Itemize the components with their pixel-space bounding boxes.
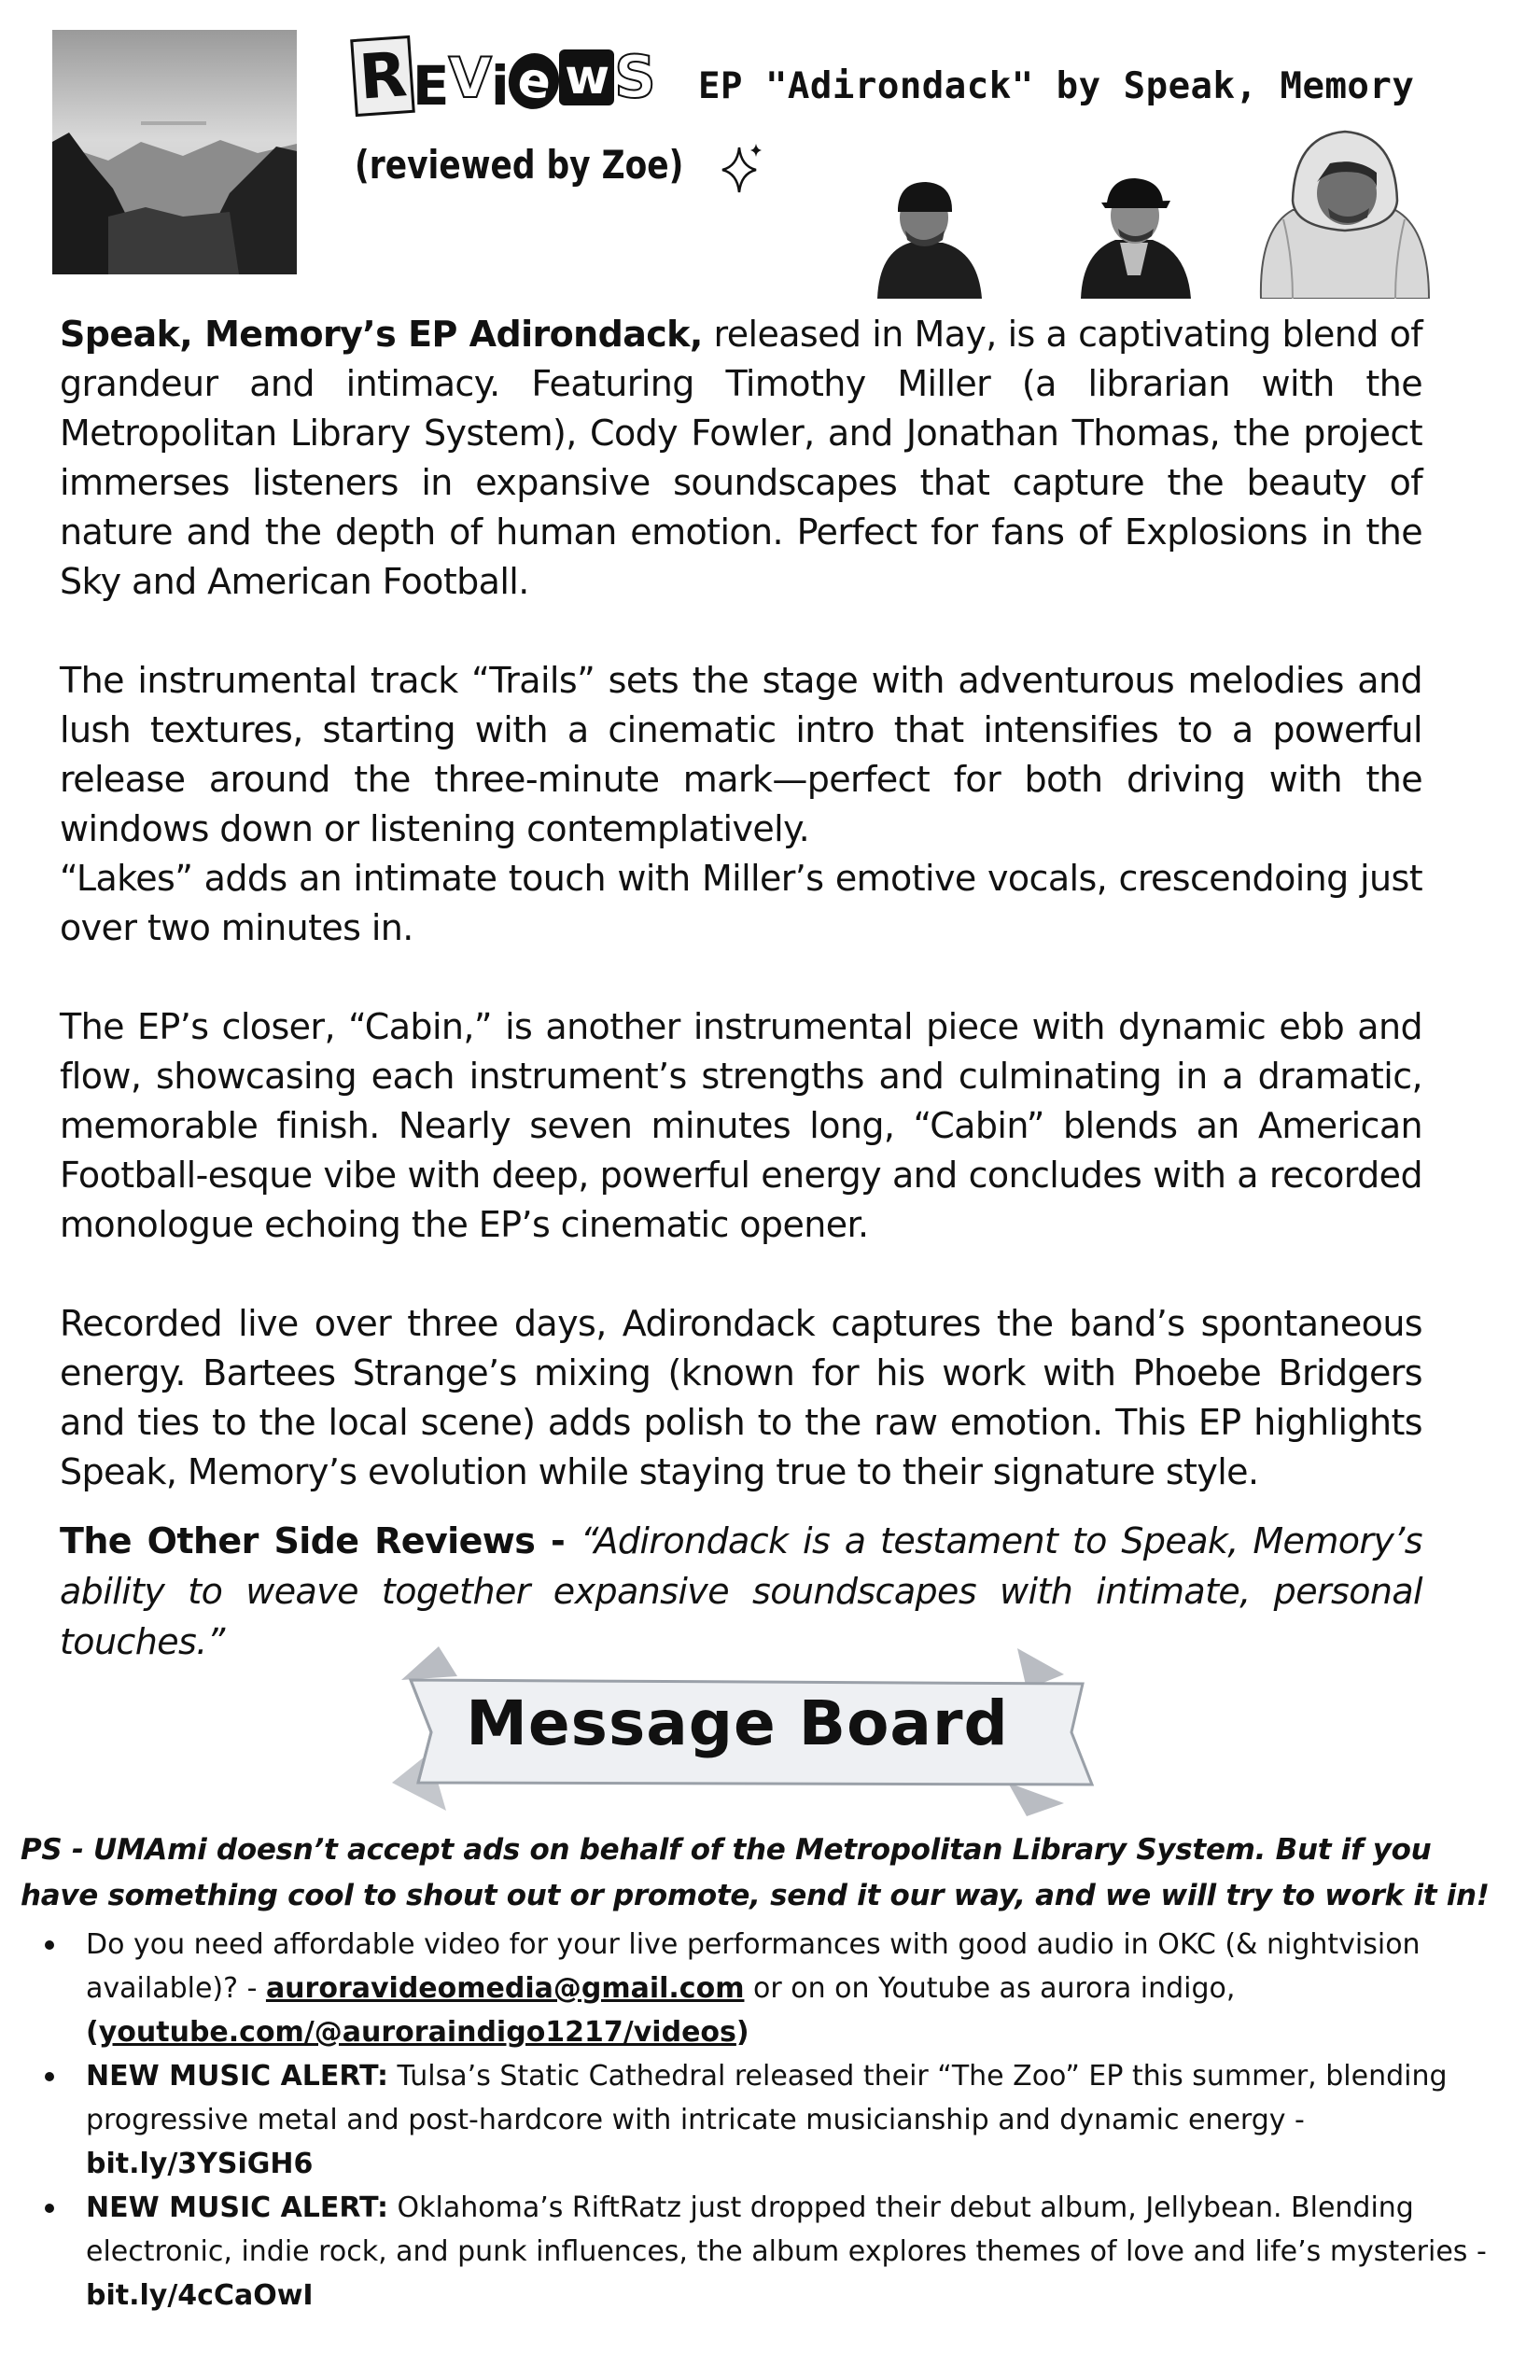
paren: (	[86, 2016, 99, 2049]
reviews-letter: i	[490, 54, 509, 118]
review-paragraph-recording: Recorded live over three days, Adirondack captures the band’s spontaneous energy. Bartees Strange’s mixing (known for his work with Phoebe Bridgers and ties to the local scene) adds polish to the raw emotion. This EP highlights Speak, Memory’s evolution while staying true to their signature style.	[60, 1303, 1422, 1492]
reviews-letter: V	[448, 46, 491, 111]
short-link[interactable]: bit.ly/3YSiGH6	[86, 2148, 314, 2180]
message-board-title: Message Board	[466, 1687, 1009, 1759]
band-member-hood-photo	[1255, 117, 1433, 299]
list-item	[37, 2186, 1493, 2317]
youtube-link[interactable]: youtube.com/@auroraindigo1217/videos	[98, 2016, 736, 2049]
list-item	[37, 1923, 1493, 2054]
reviews-letter: w	[559, 49, 614, 105]
review-paragraph-intro	[60, 310, 1422, 607]
alert-label: NEW MUSIC ALERT:	[86, 2191, 388, 2224]
item-text: Do you need affordable video for your live performances with good audio in OKC (& nightvision available)? -	[86, 1928, 1421, 2005]
review-article	[60, 310, 1422, 1497]
ps-note: PS - UMAmi doesn’t accept ads on behalf of the Metropolitan Library System. But if you have something cool to shout out or promote, send it our way, and we will try to work it in!	[21, 1833, 1490, 1912]
reviews-letter: E	[412, 54, 449, 118]
sparkle-icon	[719, 140, 765, 196]
alert-label: NEW MUSIC ALERT:	[86, 2060, 388, 2093]
short-link[interactable]: bit.ly/4cCaOwI	[86, 2279, 314, 2312]
review-lead: Speak, Memory’s EP Adirondack,	[60, 314, 703, 355]
message-board-list	[37, 1923, 1493, 2317]
mountain-landscape-photo	[52, 30, 297, 274]
item-text: or on on Youtube as aurora indigo,	[744, 1972, 1236, 2005]
band-member-cap-photo	[1073, 154, 1195, 299]
review-paragraph-cabin: The EP’s closer, “Cabin,” is another instrumental piece with dynamic ebb and flow, showcasing each instrument’s strengths and culminating in a dramatic, memorable finish. Nearly seven minutes long, “Cabin” blends an American Football-esque vibe with deep, powerful energy and concludes with a recorded monologue echoing the EP’s cinematic opener.	[60, 1006, 1422, 1245]
album-art	[52, 30, 297, 274]
reviews-letter: S	[614, 43, 655, 111]
reviews-letter: R	[350, 35, 414, 117]
reviewer-credit: (reviewed by Zoe)	[355, 142, 684, 188]
ep-title: EP "Adirondack" by Speak, Memory	[698, 65, 1415, 107]
email-link[interactable]: auroravideomedia@gmail.com	[265, 1972, 745, 2005]
list-item	[37, 2054, 1493, 2186]
item-text: Tulsa’s Static Cathedral released their “The Zoo” EP this summer, blending progressive metal and post-hardcore with intricate musicianship and dynamic energy -	[86, 2060, 1448, 2136]
review-paragraph-lakes: “Lakes” adds an intimate touch with Miller’s emotive vocals, crescendoing just over two minutes in.	[60, 858, 1422, 948]
paren: )	[735, 2016, 749, 2049]
quote-text: “Adirondack is a testament to Speak, Memory’s ability to weave together expansive soundscapes with intimate, personal touches.”	[60, 1520, 1422, 1662]
review-intro-text: released in May, is a captivating blend of grandeur and intimacy. Featuring Timothy Miller (a librarian with the Metropolitan Library System), Cody Fowler, and Jonathan Thomas, the project immerses listeners in expansive soundscapes that capture the beauty of nature and the depth of human emotion. Perfect for fans of Explosions in the Sky and American Football.	[60, 314, 1423, 602]
review-paragraph-trails: The instrumental track “Trails” sets the stage with adventurous melodies and lush textures, starting with a cinematic intro that intensifies to a powerful release around the three-minute mark—perfect for both driving with the windows down or listening contemplatively.	[60, 660, 1422, 849]
quote-source: The Other Side Reviews -	[60, 1520, 581, 1561]
reviews-letter: e	[505, 50, 563, 113]
item-text: Oklahoma’s RiftRatz just dropped their debut album, Jellybean. Blending electronic, indie rock, and punk influences, the album explores themes of love and life’s mysteries -	[86, 2191, 1487, 2268]
band-member-beanie-photo	[868, 163, 985, 299]
reviews-logo	[353, 37, 655, 118]
